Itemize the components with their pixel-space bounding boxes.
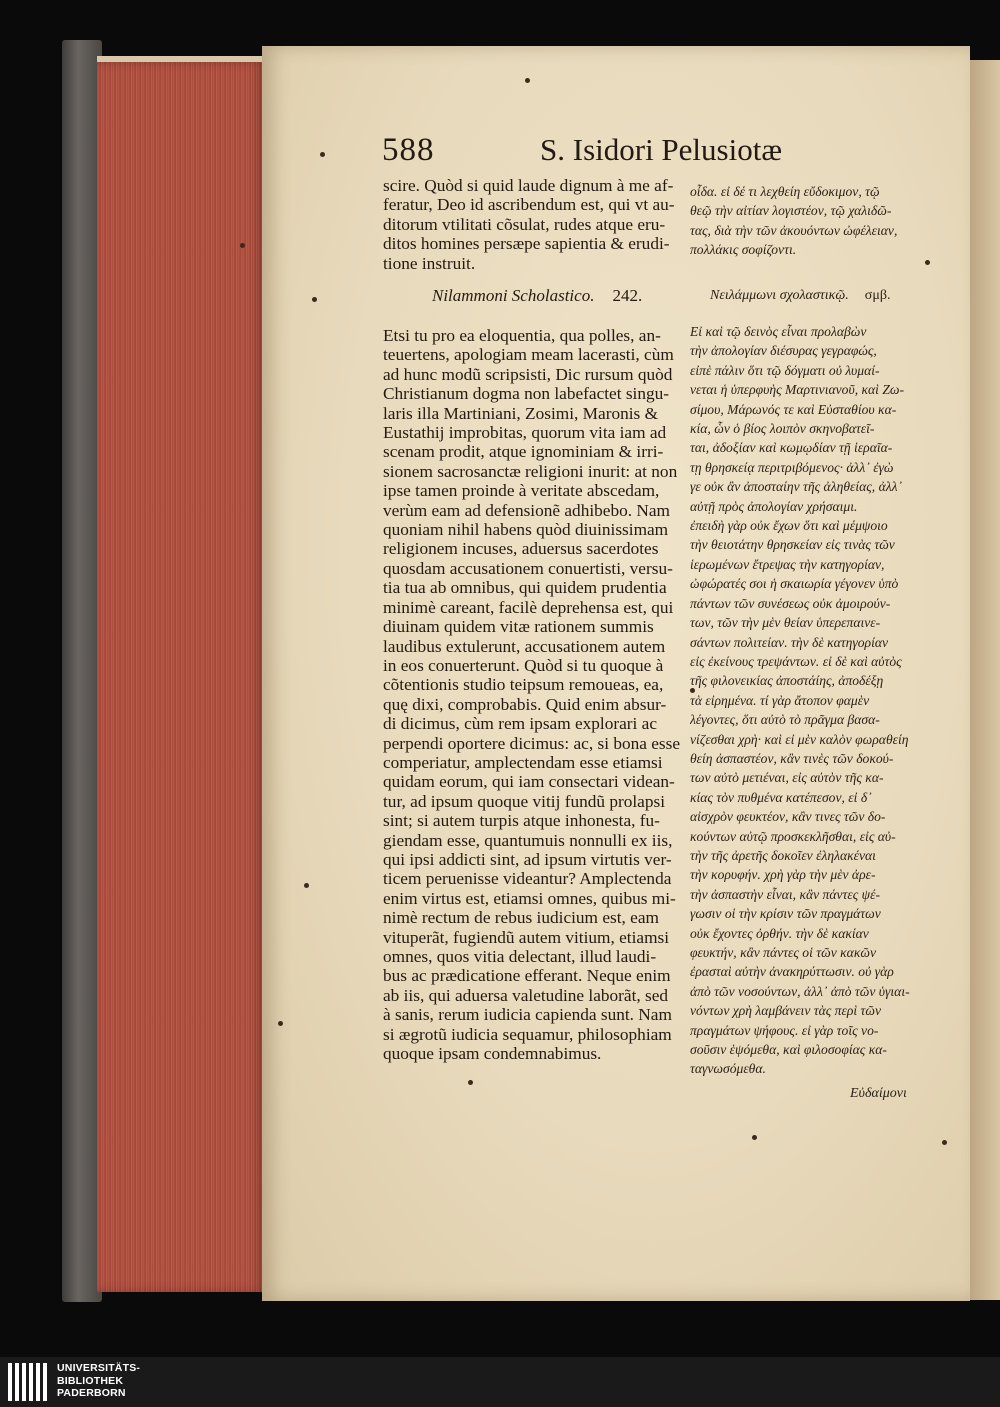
greek-body-line: τῃ θρησκείᾳ περιτριβόμενος· ἀλλ᾽ ἐγὼ [690,459,894,475]
latin-body-line: in eos conuerterunt. Quòd si tu quoque à [383,655,664,675]
greek-body-line: πάντων τῶν συνέσεως οὐκ ἀμοιρούν- [690,595,891,611]
latin-intro-line: feratur, Deo id ascribendum est, qui vt au- [383,195,675,215]
logo-line: PADERBORN [57,1387,126,1399]
greek-body-line: σάντων πολιτείαν. τὴν δὲ κατηγορίαν [690,634,889,650]
greek-body-line: ἐρασταὶ αὐτὴν ἀνακηρύττωσιν. οὐ γὰρ [690,964,894,980]
latin-body-line: qui ipsi addicti sint, ad ipsum virtutis ver- [383,849,672,869]
greek-body-line: ὠφώρατές σοι ἡ σκαιωρία γέγονεν ὑπὸ [690,576,899,592]
latin-body-line: ab iis, qui aduersa valetudine laborãt, sed [383,985,669,1005]
catchword: Εὐδαίμονι [850,1086,907,1101]
latin-body-line: perpendi oportere dicimus: ac, si bona esse [383,733,680,753]
worm-hole [525,78,530,83]
latin-body-line: quosdam accusationem conuertisti, versu- [383,558,673,578]
logo-line: UNIVERSITÄTS- [57,1362,141,1374]
library-logo-text [57,1362,140,1400]
greek-body-line: κούντων αὐτῷ προσκεκλῆσθαι, εἰς αὐ- [690,828,896,844]
latin-body-line: tur, ad ipsum quoque vitij fundũ prolapsi [383,791,666,811]
latin-body-line: quidam eorum, qui iam consectari videan- [383,772,675,792]
greek-body-line: νόντων χρὴ λαμβάνειν τὰς περὶ τῶν [690,1003,882,1019]
latin-body-line: religionem incuses, aduersus sacerdotes [383,539,659,559]
greek-intro-line: θεῷ τὴν αἰτίαν λογιστέον, τῷ χαλιδῶ- [690,203,892,219]
latin-body-line: nimè rectum de rebus iudicium est, eam [383,908,659,928]
greek-intro-line: τας, διὰ τὴν τῶν ἀκουόντων ὠφέλειαν, [690,222,898,238]
worm-hole [312,297,317,302]
greek-intro-line: οἶδα. εἰ δέ τι λεχθείη εὔδοκιμον, τῷ [690,184,880,199]
greek-body-line: θείη ἀσπαστέον, κἂν τινὲς τῶν δοκού- [690,750,894,766]
greek-letter-title: Νειλάμμωνι σχολαστικῷ. [710,288,849,303]
logo-line: BIBLIOTHEK [57,1374,124,1387]
latin-body-line: verùm eam ad defensionẽ adhibebo. Nam [383,500,670,520]
worm-hole [320,152,325,157]
latin-intro-line: scire. Quòd si quid laude dignum à me af- [383,176,674,195]
latin-body-line: sint; si autem turpis atque inhonesta, fu- [383,811,660,831]
greek-body-line: αὐτῇ πρὸς ἀπολογίαν χρήσαιμι. [690,498,858,514]
greek-body-line: νεται ἡ ὑπερφυὴς Μαρτινιανοῦ, καὶ Ζω- [690,382,905,398]
greek-body-line: τὰ εἰρημένα. τί γὰρ ἄτοπον φαμὲν [690,692,870,708]
latin-body-line: scenam prodit, atque ignominiam & irri- [383,442,664,462]
latin-body-line: tia tua ab omnibus, qui quidem prudentia [383,578,667,598]
latin-body-line: teuertens, apologiam meam lacerasti, cùm [383,345,674,365]
latin-body-line: omnes, quos vitia delectant, illud laudi- [383,947,657,966]
latin-body-line: di dicimus, cùm rem ipsam explorari ac [383,714,658,734]
greek-body-line: αἰσχρὸν φευκτέον, κἂν τινες τῶν δο- [690,809,886,825]
greek-body-line: ἀπὸ τῶν νοσούντων, ἀλλ᾽ ἀπὸ τῶν ὑγιαι- [690,983,910,999]
latin-body-line: Etsi tu pro ea eloquentia, qua polles, an- [383,326,661,345]
greek-body-line: λέγοντες, ὅτι αὐτὸ τὸ πρᾶγμα βασα- [690,712,880,728]
greek-body-line: νίζεσθαι χρὴ· καὶ εἰ μὲν καλὸν φωραθείη [690,731,909,747]
greek-body-line: κία, ὧν ὁ βίος λοιπὸν σκηνοβατεῖ- [690,421,875,437]
latin-body-line: ad hunc modũ scripsisti, Dic rursum quòd [383,364,673,384]
greek-letter-number: σμβ. [864,288,891,303]
latin-letter-heading [432,286,642,306]
page-number: 588 [382,132,435,168]
greek-body-line: των, τῶν τὴν μὲν θείαν ὑπερεπαινε- [690,615,881,631]
latin-body-line: quoque ipsam condemnabimus. [383,1044,602,1064]
greek-body-line: τὴν ἀσπαστὴν εἶναι, κἂν πάντες ψέ- [690,886,880,902]
greek-intro-line: πολλάκις σοφίζοντι. [690,242,797,258]
latin-body-line: minimè careant, facilè deprehensa est, qui [383,597,674,617]
latin-body-line: enim virtus est, etiamsi omnes, quibus mi- [383,888,676,908]
worm-hole [690,688,695,693]
library-footer [0,1357,1000,1407]
latin-body-line: cõtentionis studio teipsum remoueas, ea, [383,675,664,695]
greek-body-line: πραγμάτων ψήφους. εἰ γὰρ τοῖς νο- [690,1022,879,1038]
latin-body-line: Christianum dogma non labefactet singu- [383,384,670,404]
latin-intro-line: ditos homines persæpe sapientia & erudi- [383,234,670,254]
greek-body-line: ἐπειδὴ γὰρ οὐκ ἔχων ὅτι καὶ μέμψοιο [690,518,888,534]
greek-body-line: τὴν τῆς ἀρετῆς δοκοῖεν ἐληλακέναι [690,847,876,863]
worm-hole [304,883,309,888]
latin-body-line: si ægrotũ iudicia sequamur, philosophiam [383,1024,672,1044]
latin-intro-column [383,176,680,273]
latin-body-line: ticem peruenisse videantur? Amplectenda [383,869,672,889]
latin-intro-line: ditorum vtilitati cõsulat, rudes atque eru- [383,214,666,234]
greek-intro-column [690,182,930,260]
latin-body-line: diuinam quidem vitæ rationem summis [383,617,654,637]
greek-body-line: σίμου, Μάρωνός τε καὶ Εὐσταθίου κα- [690,401,897,417]
worm-hole [925,260,930,265]
latin-letter-number: 242. [612,286,643,305]
greek-body-column [690,322,930,1079]
greek-body-line: τὴν θειοτάτην θρησκείαν εἰς τινὰς τῶν [690,537,895,553]
running-title: S. Isidori Pelusiotæ [540,132,783,167]
greek-body-line: γωσιν οἱ τὴν κρίσιν τῶν πραγμάτων [690,906,881,922]
latin-body-line: quę dixi, comprobabis. Quid enim absur- [383,694,667,714]
greek-body-line: ται, ἀδοξίαν καὶ κωμῳδίαν τῇ ἱεραῖα- [690,440,893,456]
worm-hole [752,1135,757,1140]
greek-body-line: τῆς φιλονεικίας ἀποστάίης, ἀποδέξῃ [690,673,884,689]
book-cover-edge [62,40,102,1302]
latin-body-line: comperiatur, amplectendam esse etiamsi [383,752,663,772]
greek-letter-heading [710,288,890,304]
latin-body-line: bus ac prædicatione efferant. Neque enim [383,966,671,986]
greek-body-line: Εἰ καὶ τῷ δεινὸς εἶναι προλαβὼν [690,324,867,339]
greek-body-line: ταγνωσόμεθα. [690,1061,766,1077]
latin-letter-title: Nilammoni Scholastico. [432,286,595,305]
greek-body-line: γε οὐκ ἂν ἀποσταίην τῆς ἀληθείας, ἀλλ᾽ [690,479,903,495]
worm-hole [942,1140,947,1145]
latin-body-line: laris illa Martiniani, Zosimi, Maronis & [383,403,659,423]
latin-body-line: sionem sacrosanctæ religioni inurit: at non [383,461,678,481]
latin-body-line: laudibus extulerunt, accusationem autem [383,636,666,656]
latin-body-line: Eustathij improbitas, quorum vita iam ad [383,423,667,443]
greek-body-line: εἰς ἐκείνους τρεψάντων. εἰ δὲ καὶ αὐτὸς [690,653,902,669]
greek-body-line: κίας τὸν πυθμένα κατέπεσον, εἰ δ᾽ [690,789,872,805]
library-logo-icon [8,1363,50,1401]
latin-body-line: à sanis, rerum iudicia capienda sunt. Nam [383,1005,672,1025]
latin-body-line: ipse tamen proinde à veritate abscedam, [383,481,660,501]
greek-body-line: εἰπὲ πάλιν ὅτι τῷ δόγματι οὐ λυμαί- [690,362,880,378]
greek-body-line: τὴν κορυφήν. χρὴ γὰρ τὴν μὲν ἀρε- [690,867,876,883]
greek-body-line: οὐκ ἔχοντες ὀρθήν. τὴν δὲ κακίαν [690,925,869,941]
greek-body-line: σοῦσιν ἑψόμεθα, καὶ φιλοσοφίας κα- [690,1042,887,1058]
latin-intro-line: tione instruit. [383,253,476,273]
latin-body-column [383,326,680,1063]
greek-body-line: τὴν ἀπολογίαν διέσυρας γεγραφώς, [690,343,877,359]
greek-body-line: φευκτήν, κἂν πάντες οἱ τῶν κακῶν [690,945,876,960]
greek-body-line: ἱερωμένων ἔτρεψας τὴν κατηγορίαν, [690,556,885,572]
worm-hole [468,1080,473,1085]
latin-body-line: giendam esse, quantumuis nonnulli ex iis, [383,830,673,850]
greek-body-line: των αὐτὸ μετιέναι, εἰς αὐτὸν τῆς κα- [690,770,884,786]
worm-hole [278,1021,283,1026]
latin-body-line: quoniam nihil habens quòd diuinissimam [383,520,669,540]
latin-body-line: vituperãt, fugiendũ autem vitium, etiamsi [383,927,670,947]
worm-hole [240,243,245,248]
facing-page-edge [966,60,1000,1300]
